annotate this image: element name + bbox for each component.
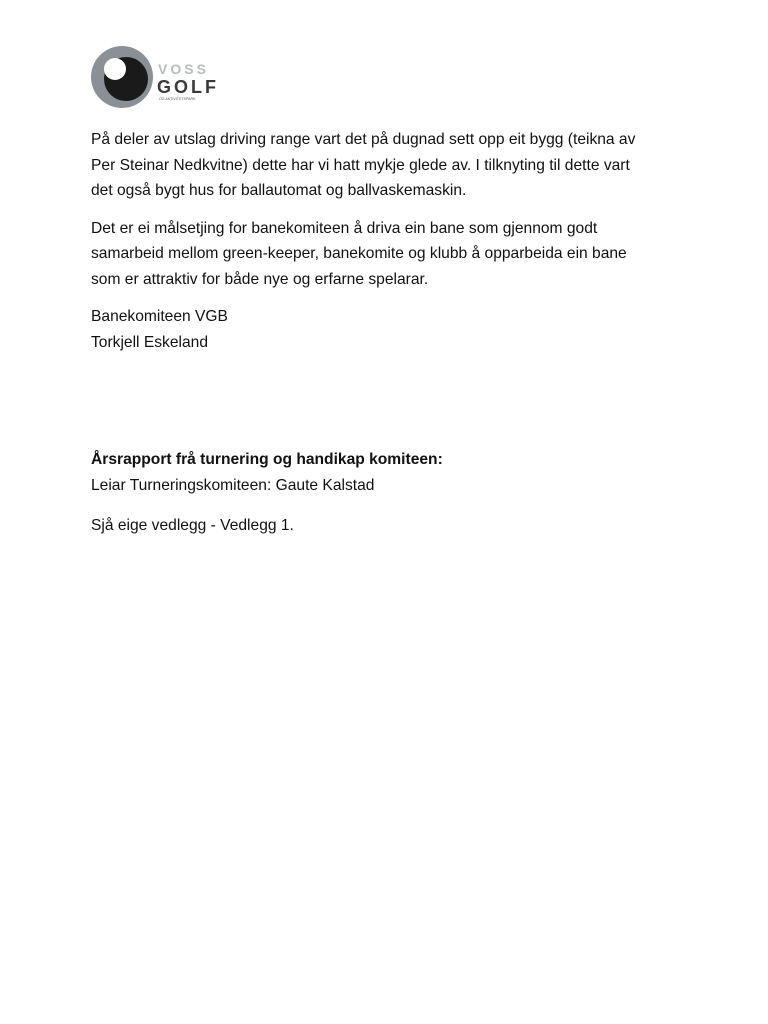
logo-tagline: OG AKTIVITETSPARK [159, 97, 196, 101]
logo-top-word: VOSS [158, 61, 209, 77]
signature-block [91, 304, 691, 355]
logo-main-word: GOLF [157, 77, 219, 97]
paragraph-line: det også bygt hus for ballautomat og ballvaskemaskin. [91, 182, 467, 199]
report-body [91, 127, 691, 355]
paragraph-line: samarbeid mellom green-keeper, banekomite og klubb å opparbeida ein bane [91, 245, 627, 262]
section-leader: Leiar Turneringskomiteen: Gaute Kalstad [91, 476, 375, 494]
attachment-reference: Sjå eige vedlegg - Vedlegg 1. [91, 517, 294, 534]
signature-name: Torkjell Eskeland [91, 333, 209, 351]
paragraph-line: Per Steinar Nedkvitne) dette har vi hatt mykje glede av. I tilknyting til dette vart [91, 156, 630, 174]
tournament-section [91, 447, 691, 498]
logo-highlight [104, 58, 126, 80]
paragraph-line: Det er ei målsetjing for banekomiteen å driva ein bane som gjennom godt [91, 219, 598, 237]
section-heading: Årsrapport frå turnering og handikap komiteen: [91, 451, 443, 468]
voss-golf-logo [90, 44, 225, 110]
paragraph-goal [91, 216, 691, 293]
paragraph-line: På deler av utslag driving range vart det på dugnad sett opp eit bygg (teikna av [91, 131, 636, 148]
paragraph-line: som er attraktiv for både nye og erfarne spelarar. [91, 270, 429, 288]
voss-golf-logo-mark [90, 44, 225, 110]
paragraph-driving-range [91, 127, 691, 204]
signature-committee: Banekomiteen VGB [91, 308, 228, 325]
